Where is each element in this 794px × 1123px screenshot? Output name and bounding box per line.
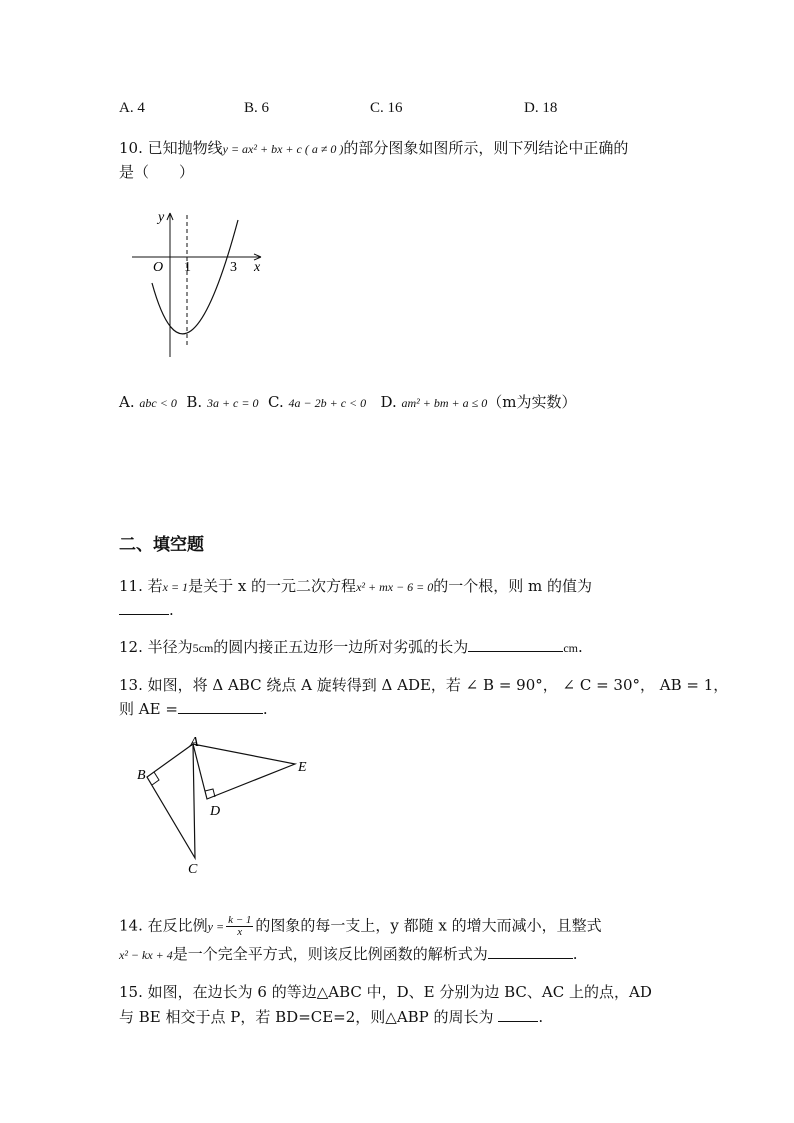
vertex-a-label: A (190, 735, 199, 750)
q13-line2-prefix: 则 AE = (119, 700, 178, 718)
vertex-d-label: D (210, 804, 221, 819)
q12-end: . (577, 638, 583, 656)
vertex-e-label: E (298, 760, 307, 775)
q12-radius: 5cm (192, 641, 214, 655)
q9-option-b: B. 6 (244, 100, 270, 116)
q14-line1 (119, 915, 602, 938)
q15-end: . (538, 1008, 544, 1026)
q9-option-a: A. 4 (119, 100, 145, 116)
q10-option-a: abc < 0 (139, 396, 177, 410)
q10-option-d: am² + bm + a ≤ 0 (401, 396, 488, 410)
q13-line2 (119, 699, 268, 719)
q11-suffix: 的一个根，则 m 的值为 (433, 577, 593, 595)
parabola-curve (152, 220, 238, 334)
q14-answer-blank[interactable] (488, 944, 573, 959)
q10-option-a-label: A. (119, 393, 135, 411)
q15-line2 (119, 1007, 543, 1027)
q10-option-d-note: （m为实数） (487, 393, 577, 411)
q12-unit: cm (563, 641, 578, 655)
q11-answer-line (119, 600, 174, 620)
q14-line2-text: 是一个完全平方式，则该反比例函数的解析式为 (172, 945, 488, 963)
section-title: 二、填空题 (119, 535, 204, 555)
q14-suffix: 的图象的每一支上，y 都随 x 的增大而减小，且整式 (255, 916, 602, 935)
q10-option-c-label: C. (268, 393, 284, 411)
q11-mid: 是关于 x 的一元二次方程 (188, 577, 357, 595)
q15-answer-blank[interactable] (498, 1007, 538, 1022)
triangle-ade (193, 744, 295, 799)
q11-prefix: 11. 若 (119, 577, 163, 595)
q10-stem-prefix: 10. 已知抛物线 (119, 139, 223, 157)
y-axis-label: y (158, 210, 165, 225)
q14-expression: x² − kx + 4 (119, 948, 173, 962)
q12-mid: 的圆内接正五边形一边所对劣弧的长为 (213, 638, 469, 656)
q12-answer-blank[interactable] (468, 637, 563, 652)
q9-option-d: D. 18 (524, 100, 558, 116)
q10-stem-suffix: 的部分图象如图所示，则下列结论中正确的 (343, 139, 629, 157)
origin-label: O (153, 260, 164, 275)
vertex-c-label: C (188, 862, 198, 877)
tick-3-label: 3 (230, 260, 237, 275)
q10-equation: y = ax² + bx + c ( a ≠ 0 ) (222, 142, 344, 156)
q10-option-b-label: B. (186, 393, 203, 411)
q10-stem-line2: 是（ ） (119, 163, 195, 181)
q11-end: . (169, 601, 174, 619)
q14-line2 (119, 944, 578, 965)
q14-fraction-numerator: k − 1 (228, 914, 252, 926)
q14-fraction-denominator: x (237, 926, 243, 938)
q13-end: . (262, 700, 268, 718)
q15-line1: 15. 如图，在边长为 6 的等边△ABC 中，D、E 分别为边 BC、AC 上的点，AD (119, 983, 652, 1001)
right-angle-b-icon (152, 772, 159, 785)
q12-stem (119, 637, 583, 658)
q14-prefix: 14. 在反比例 (119, 916, 208, 935)
q11-condition: x = 1 (162, 580, 189, 594)
q10-option-b: 3a + c = 0 (206, 396, 259, 410)
triangle-abc (147, 744, 195, 858)
q10-parabola-figure (125, 205, 275, 365)
q10-option-d-label: D. (380, 393, 397, 411)
tick-1-label: 1 (184, 260, 191, 275)
q10-options (119, 392, 576, 413)
x-axis-label: x (254, 260, 261, 275)
q13-triangle-figure (130, 728, 320, 878)
q14-fraction (226, 915, 253, 938)
q9-option-c: C. 16 (370, 100, 403, 116)
q13-line1: 13. 如图，将 Δ ABC 绕点 A 旋转得到 Δ ADE，若 ∠ B = 90°， ∠ C = 30°， AB = 1， (119, 676, 729, 694)
q13-answer-blank[interactable] (178, 699, 263, 714)
q15-line2-text: 与 BE 相交于点 P，若 BD=CE=2，则△ABP 的周长为 (119, 1008, 494, 1026)
vertex-b-label: B (137, 768, 146, 783)
q14-end: . (572, 945, 578, 963)
q10-stem (119, 138, 628, 159)
q11-answer-blank[interactable] (119, 600, 169, 615)
q11-equation: x² + mx − 6 = 0 (356, 580, 434, 594)
q14-function-lhs: y = (207, 919, 225, 934)
q10-option-c: 4a − 2b + c < 0 (288, 396, 367, 410)
q12-prefix: 12. 半径为 (119, 638, 193, 656)
q11-stem (119, 576, 592, 597)
